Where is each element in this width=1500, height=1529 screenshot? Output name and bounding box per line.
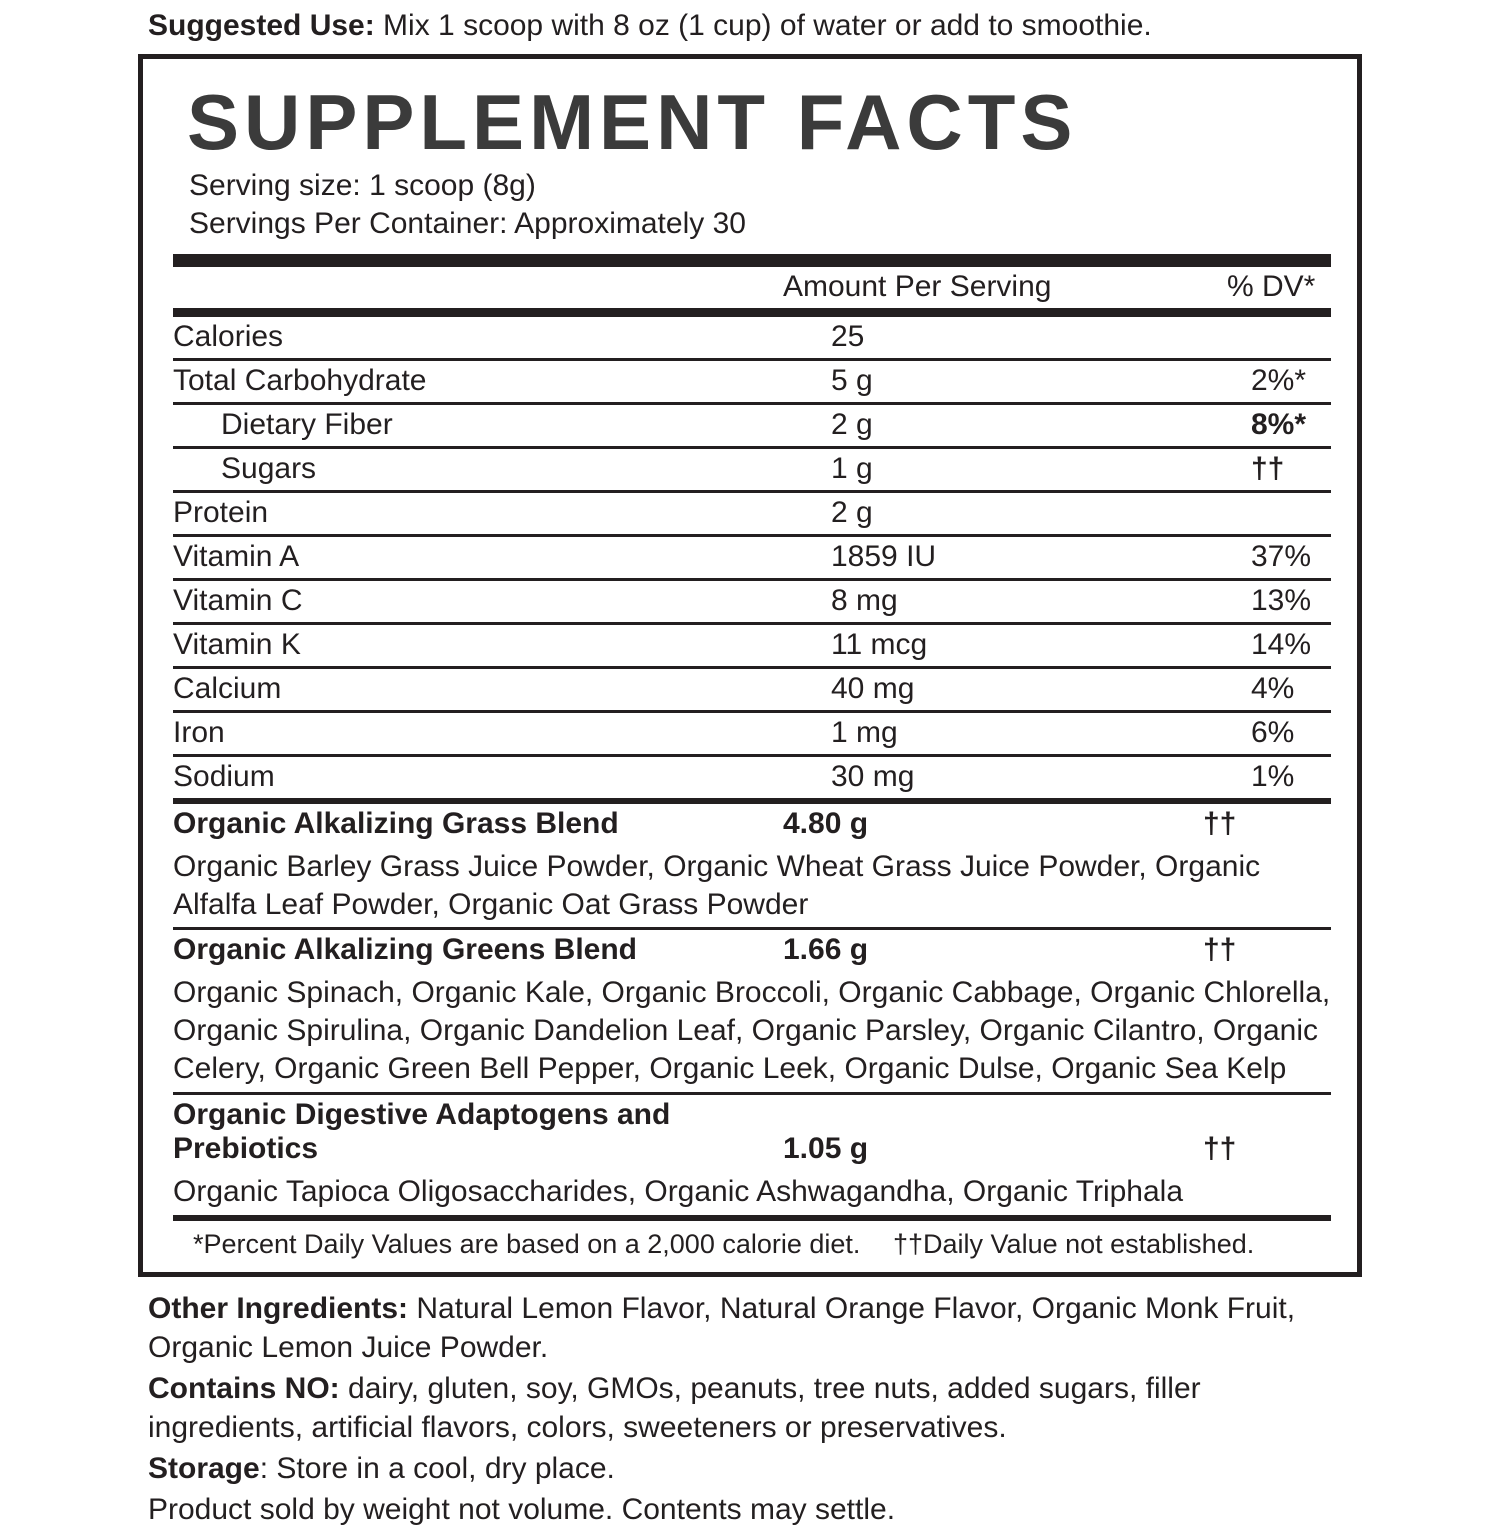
nutrient-amount: 11 mcg: [831, 623, 1251, 667]
blend-name: Organic Digestive Adaptogens and Prebiotics: [173, 1097, 671, 1165]
nutrient-name: Calories: [173, 317, 831, 360]
blend-amount: 1.05 g: [783, 1131, 869, 1165]
suggested-use-text: Mix 1 scoop with 8 oz (1 cup) of water or add to smoothie.: [374, 9, 1152, 42]
suggested-use-line: [0, 0, 1500, 54]
weight-note: Product sold by weight not volume. Contents may settle.: [148, 1492, 896, 1526]
table-row: [173, 491, 1331, 535]
table-row: [173, 623, 1331, 667]
contains-no-label: Contains NO:: [148, 1371, 340, 1405]
table-row: [173, 403, 1331, 447]
nutrient-dv: [1251, 491, 1331, 535]
blend-rows: [173, 804, 1331, 1215]
nutrient-dv: 37%: [1251, 535, 1331, 579]
rule-thick-top: [173, 254, 1331, 267]
bottom-info: [0, 1277, 1500, 1529]
header-name: [173, 267, 783, 310]
other-ingredients: [148, 1289, 1350, 1367]
dv-footnote: *Percent Daily Values are based on a 2,000 calorie diet.: [193, 1228, 861, 1259]
supplement-facts-panel: [138, 54, 1362, 1277]
nutrient-dv: 13%: [1251, 579, 1331, 623]
other-ingredients-label: Other Ingredients:: [148, 1291, 409, 1325]
nutrient-dv: 4%: [1251, 667, 1331, 711]
nutrient-dv: 14%: [1251, 623, 1331, 667]
table-row: [173, 845, 1331, 929]
table-row: [173, 447, 1331, 491]
panel-title: SUPPLEMENT FACTS: [187, 78, 1078, 166]
table-header-row: [173, 267, 1331, 310]
nutrient-amount: 2 g: [831, 491, 1251, 535]
nutrient-name: Vitamin K: [173, 623, 831, 667]
nutrient-amount: 1 g: [831, 447, 1251, 491]
header-dv: % DV*: [1203, 267, 1331, 310]
suggested-use-label: Suggested Use:: [148, 9, 375, 42]
nutrient-name: Dietary Fiber: [173, 403, 831, 447]
table-row: [173, 667, 1331, 711]
header-amount: Amount Per Serving: [783, 267, 1203, 310]
table-row: [173, 804, 1331, 845]
table-row: [173, 711, 1331, 755]
nutrient-amount: 5 g: [831, 359, 1251, 403]
nutrient-amount: 1859 IU: [831, 535, 1251, 579]
blend-dv: ††: [1203, 1131, 1237, 1165]
table-row: [173, 971, 1331, 1093]
nutrient-amount: 8 mg: [831, 579, 1251, 623]
table-row: [173, 579, 1331, 623]
nutrition-table: [173, 267, 1331, 311]
table-row: [173, 535, 1331, 579]
nutrient-name: Total Carbohydrate: [173, 359, 831, 403]
servings-per-container: Servings Per Container: Approximately 30: [189, 207, 746, 241]
panel-footnotes: [173, 1221, 1331, 1260]
blend-dv: ††: [1203, 933, 1237, 967]
serving-size: Serving size: 1 scoop (8g): [189, 169, 536, 202]
dagger-footnote: ††Daily Value not established.: [893, 1228, 1255, 1259]
blend-ingredients: Organic Spinach, Organic Kale, Organic Broccoli, Organic Cabbage, Organic Chlorella, Organic Spirulina, Organic Dandelion Leaf, Organic Parsley, Organic Cilantro, Organic Celery, Organic Green Bell Pepper, Organic Leek, Organic Dulse, Organic Sea Kelp: [173, 971, 1331, 1093]
storage-label: Storage: [148, 1451, 260, 1485]
blend-ingredients: Organic Barley Grass Juice Powder, Organic Wheat Grass Juice Powder, Organic Alfalfa Leaf Powder, Organic Oat Grass Powder: [173, 845, 1331, 929]
nutrient-dv: ††: [1251, 447, 1331, 491]
nutrient-dv: [1251, 317, 1331, 360]
nutrient-name: Iron: [173, 711, 831, 755]
nutrient-name: Protein: [173, 491, 831, 535]
nutrient-rows: [173, 317, 1331, 798]
nutrient-dv: 2%*: [1251, 359, 1331, 403]
nutrient-dv: 6%: [1251, 711, 1331, 755]
nutrient-name: Vitamin A: [173, 535, 831, 579]
contains-no: [148, 1369, 1350, 1447]
blend-name: Organic Alkalizing Greens Blend: [173, 933, 638, 967]
nutrient-name: Vitamin C: [173, 579, 831, 623]
blend-ingredients: Organic Tapioca Oligosaccharides, Organic Ashwagandha, Organic Triphala: [173, 1174, 1184, 1208]
table-row: [173, 317, 1331, 360]
nutrient-name: Sugars: [173, 447, 831, 491]
nutrient-amount: 30 mg: [831, 759, 915, 793]
blend-dv: ††: [1203, 806, 1237, 840]
nutrient-name: Calcium: [173, 667, 831, 711]
nutrient-dv: 1%: [1251, 759, 1295, 793]
nutrient-amount: 2 g: [831, 403, 1251, 447]
blend-name: Organic Alkalizing Grass Blend: [173, 806, 619, 840]
nutrient-dv: 8%*: [1251, 403, 1331, 447]
contains-no-text: dairy, gluten, soy, GMOs, peanuts, tree nuts, added sugars, filler ingredients, artificial flavors, colors, sweeteners or preservatives.: [148, 1371, 1201, 1444]
nutrient-amount: 25: [831, 317, 1251, 360]
nutrient-amount: 1 mg: [831, 711, 1251, 755]
storage-text: : Store in a cool, dry place.: [259, 1451, 615, 1485]
blend-amount: 1.66 g: [783, 933, 869, 967]
nutrient-amount: 40 mg: [831, 667, 1251, 711]
table-row: [173, 1170, 1331, 1215]
table-row: [173, 929, 1331, 972]
table-row: [173, 755, 1331, 798]
blend-amount: 4.80 g: [783, 806, 869, 840]
nutrient-name: Sodium: [173, 759, 275, 793]
table-row: [173, 359, 1331, 403]
other-ingredients-text: Natural Lemon Flavor, Natural Orange Flavor, Organic Monk Fruit, Organic Lemon Juice Powder.: [148, 1291, 1296, 1364]
storage: [148, 1449, 1350, 1488]
table-row: [173, 1093, 1331, 1170]
